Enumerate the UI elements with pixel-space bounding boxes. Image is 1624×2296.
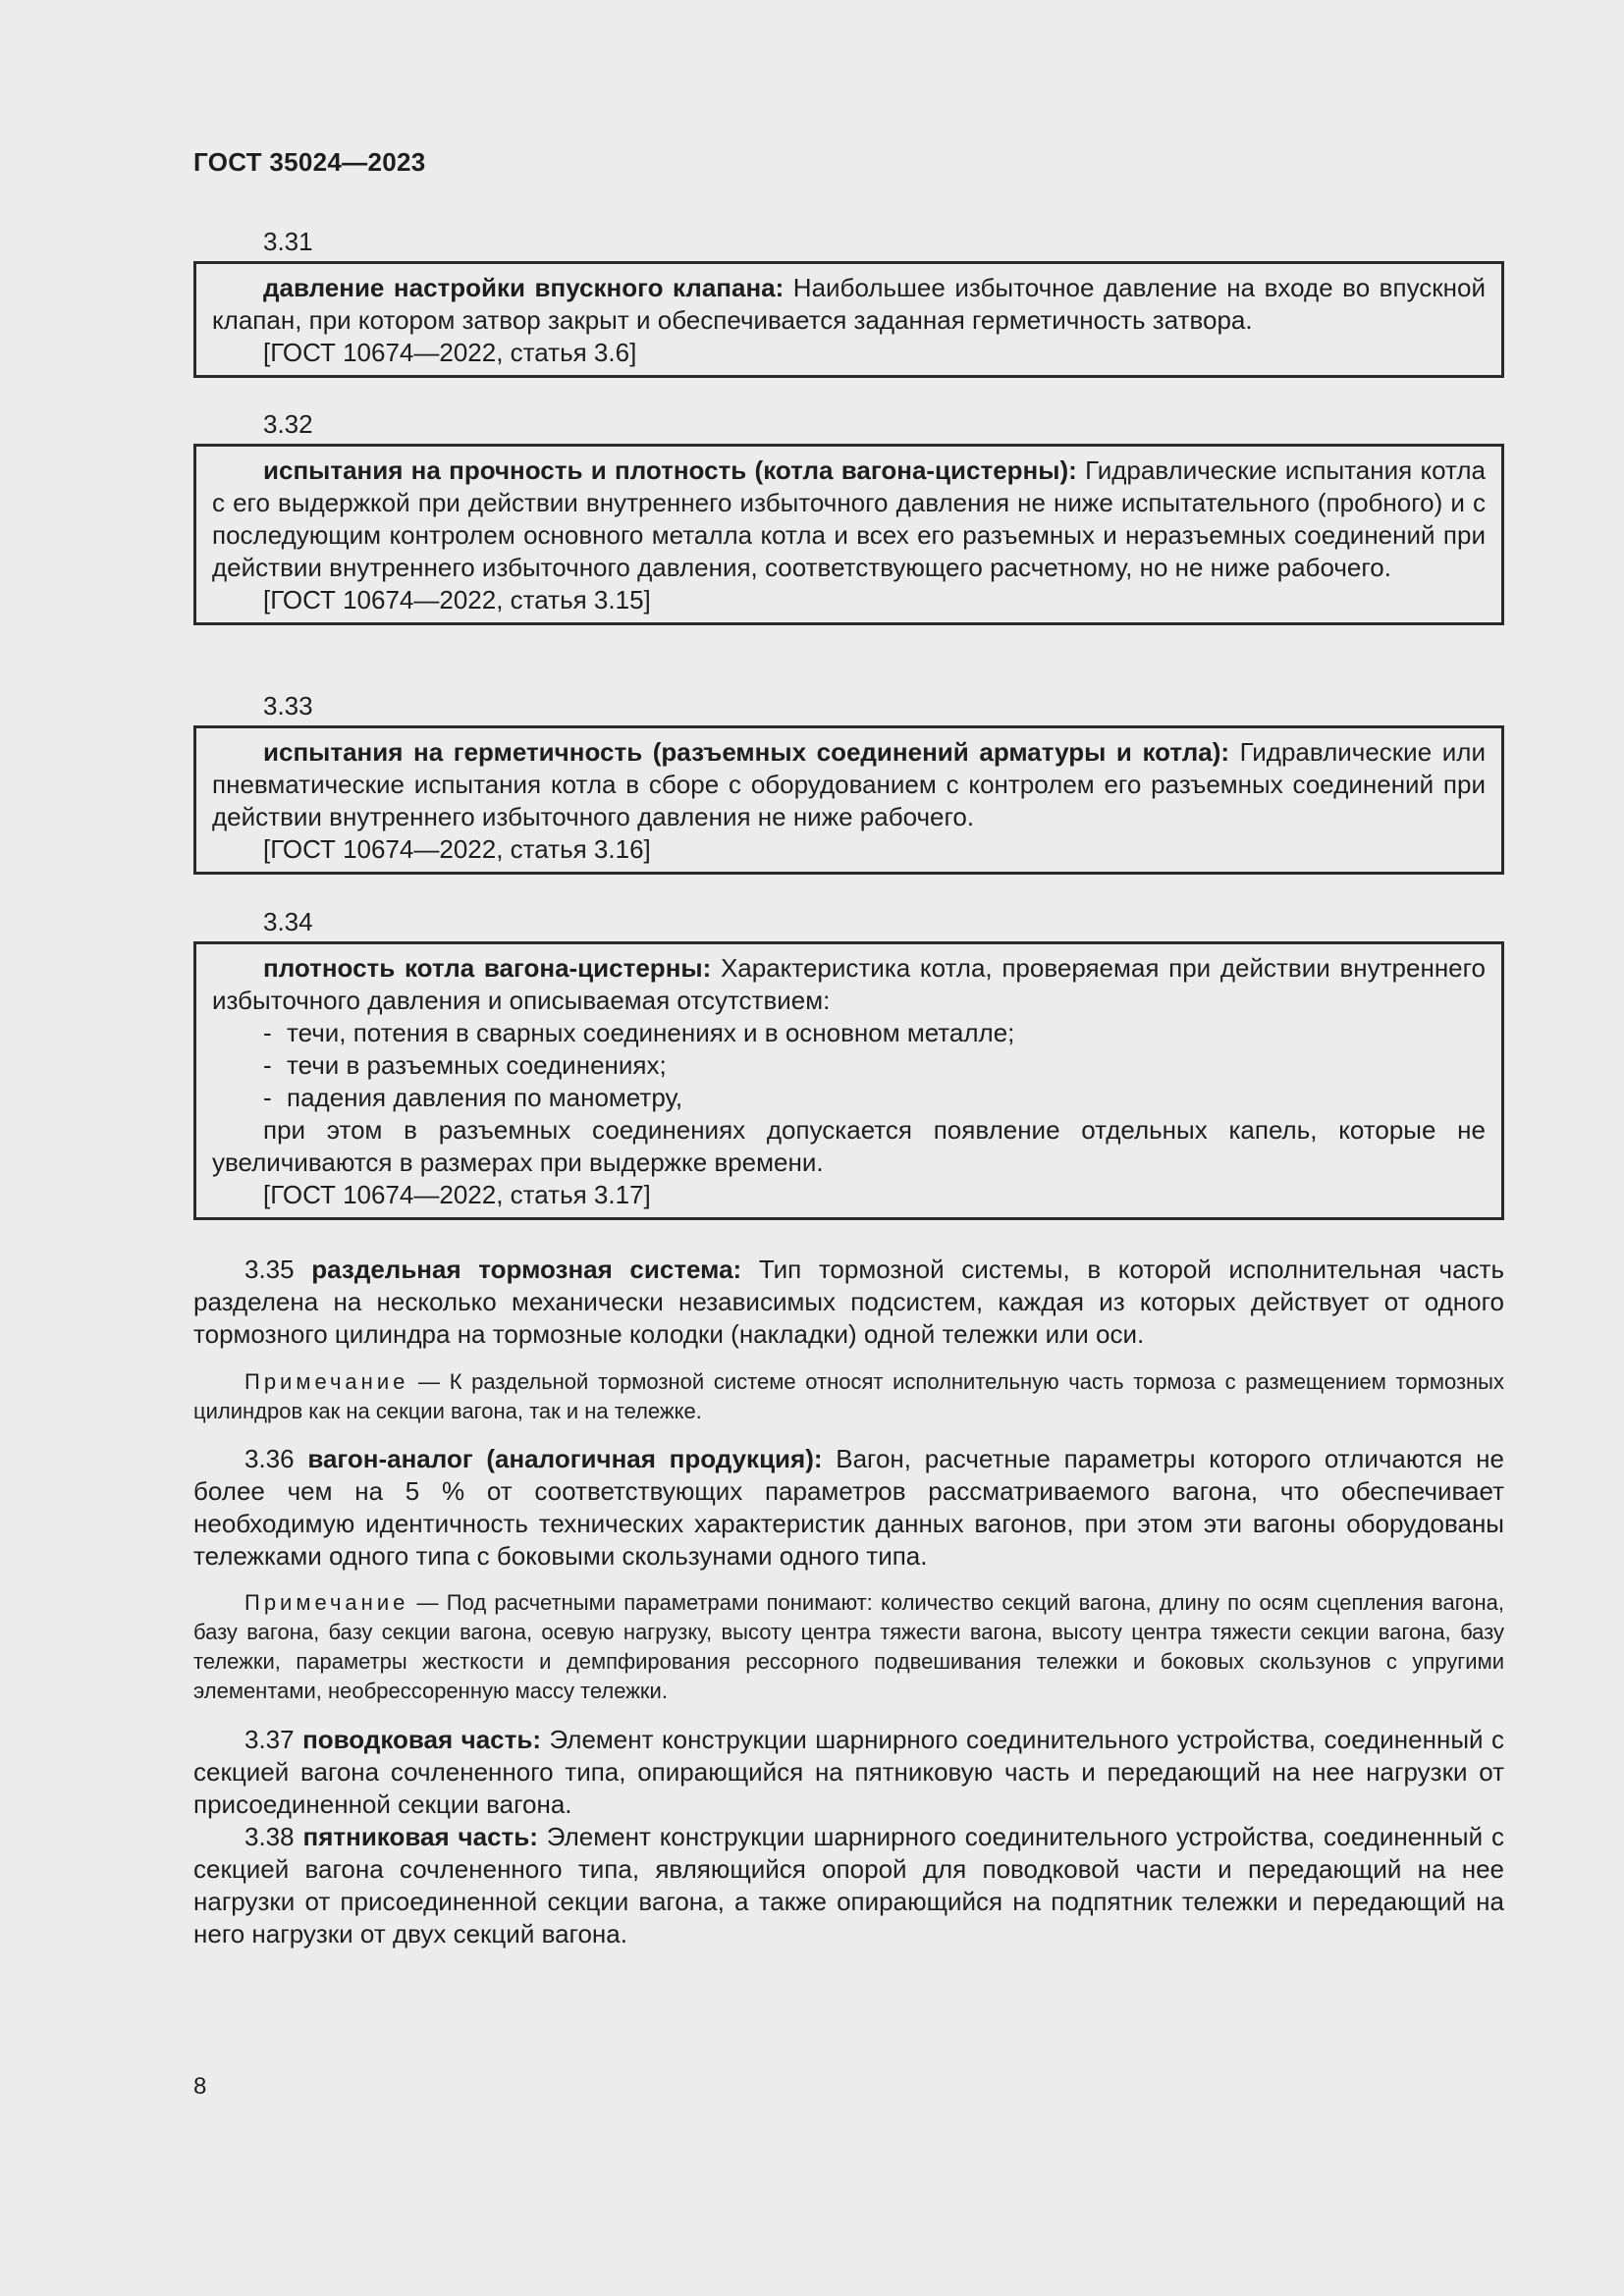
note [193,1367,1504,1426]
term-number: 3.38 [244,1822,303,1851]
dash-marker: - [263,1018,272,1047]
list-item-text: падения давления по манометру, [287,1083,683,1112]
term-title: испытания на прочность и плотность (котла вагона-цистерны): [263,455,1077,485]
term-number: 3.33 [263,691,313,721]
term-source-reference: [ГОСТ 10674—2022, статья 3.15] [263,585,651,614]
definition-text: Гидравлические или пневматические испытания котла в сборе с оборудованием с контролем его разъемных соединений при действии внутреннего избыточного давления не ниже рабочего. [212,737,1486,831]
list-item-text: течи в разъемных соединениях; [287,1050,667,1080]
note [193,1588,1504,1706]
term-number: 3.35 [244,1255,312,1284]
list-item [212,1049,1486,1082]
document-id: ГОСТ 35024—2023 [193,147,426,177]
term-title: поводковая часть: [302,1725,541,1754]
term-box [193,261,1504,378]
term-definition [212,952,1486,1017]
definition-text: Элемент конструкции шарнирного соединительного устройства, соединенный с секцией вагона сочлененного типа, являющийся опорой для поводковой части и передающий на нее нагрузки от присоединенной секции вагона, а также опирающийся на подпятник тележки и передающий на него нагрузки от двух секций вагона. [193,1822,1504,1949]
definition-text: Гидравлические испытания котла с его выдержкой при действии внутреннего избыточного давления не ниже испытательного (пробного) и с последующим контролем основного металла котла и всех его разъемных и неразъемных соединений при действии внутреннего избыточного давления, соответствующего расчетному, но не ниже рабочего. [212,455,1486,582]
term-title: вагон-аналог (аналогичная продукция): [307,1444,823,1473]
term-source-reference: [ГОСТ 10674—2022, статья 3.6] [263,338,637,367]
term-number: 3.32 [263,409,313,439]
term-box [193,444,1504,625]
term-title: давление настройки впускного клапана: [263,273,785,302]
note-label: Примечание [244,1369,409,1394]
term-number: 3.34 [263,907,313,936]
note-text: — К раздельной тормозной системе относят исполнительную часть тормоза с размещением тормозных цилиндров как на секции вагона, так и на тележке. [193,1369,1504,1423]
term-source-reference: [ГОСТ 10674—2022, статья 3.17] [263,1180,651,1209]
definition-text: Тип тормозной системы, в которой исполнительная часть разделена на несколько механически независимых подсистем, каждая из которых действует от одного тормозного цилиндра на тормозные колодки (накладки) одной тележки или оси. [193,1255,1504,1349]
term-title: испытания на герметичность (разъемных соединений арматуры и котла): [263,737,1230,767]
page-number: 8 [193,2073,207,2100]
term-number: 3.31 [263,227,313,256]
list-item [212,1017,1486,1049]
dash-marker: - [263,1050,272,1080]
term-definition [212,736,1486,833]
list-item-text: течи, потения в сварных соединениях и в основном металле; [287,1018,1015,1047]
term-paragraph [193,1724,1504,1821]
definition-text: Вагон, расчетные параметры которого отличаются не более чем на 5 % от соответствующих параметров рассматриваемого вагона, что обеспечивает необходимую идентичность технических характеристик данных вагонов, при этом эти вагоны оборудованы тележками одного типа с боковыми скользунами одного типа. [193,1444,1504,1571]
dash-marker: - [263,1083,272,1112]
term-definition [212,272,1486,337]
term-paragraph [193,1821,1504,1950]
term-paragraph [193,1443,1504,1573]
definition-tail: при этом в разъемных соединениях допускается появление отдельных капель, которые не увеличиваются в размерах при выдержке времени. [212,1115,1486,1177]
note-label: Примечание [244,1590,409,1615]
term-title: пятниковая часть: [302,1822,538,1851]
term-title: раздельная тормозная система: [311,1255,742,1284]
term-definition [212,454,1486,584]
list-item [212,1082,1486,1114]
definition-text: Элемент конструкции шарнирного соединительного устройства, соединенный с секцией вагона сочлененного типа, опирающийся на пятниковую часть и передающий на нее нагрузки от присоединенной секции вагона. [193,1725,1504,1819]
term-number: 3.37 [244,1725,303,1754]
definition-text: Наибольшее избыточное давление на входе во впускной клапан, при котором затвор закрыт и обеспечивается заданная герметичность затвора. [212,273,1486,335]
term-paragraph [193,1254,1504,1351]
term-box [193,941,1504,1220]
term-title: плотность котла вагона-цистерны: [263,953,712,983]
definition-text: Характеристика котла, проверяемая при действии внутреннего избыточного давления и описываемая отсутствием: [212,953,1487,1015]
term-source-reference: [ГОСТ 10674—2022, статья 3.16] [263,834,651,864]
term-box [193,725,1504,875]
note-text: — Под расчетными параметрами понимают: количество секций вагона, длину по осям сцепления вагона, базу вагона, базу секции вагона, осевую нагрузку, высоту центра тяжести вагона, высоту центра тяжести секции вагона, базу тележки, параметры жесткости и демпфирования рессорного подвешивания тележки и боковых скользунов с упругими элементами, необрессоренную массу тележки. [193,1590,1504,1703]
term-number: 3.36 [244,1444,308,1473]
